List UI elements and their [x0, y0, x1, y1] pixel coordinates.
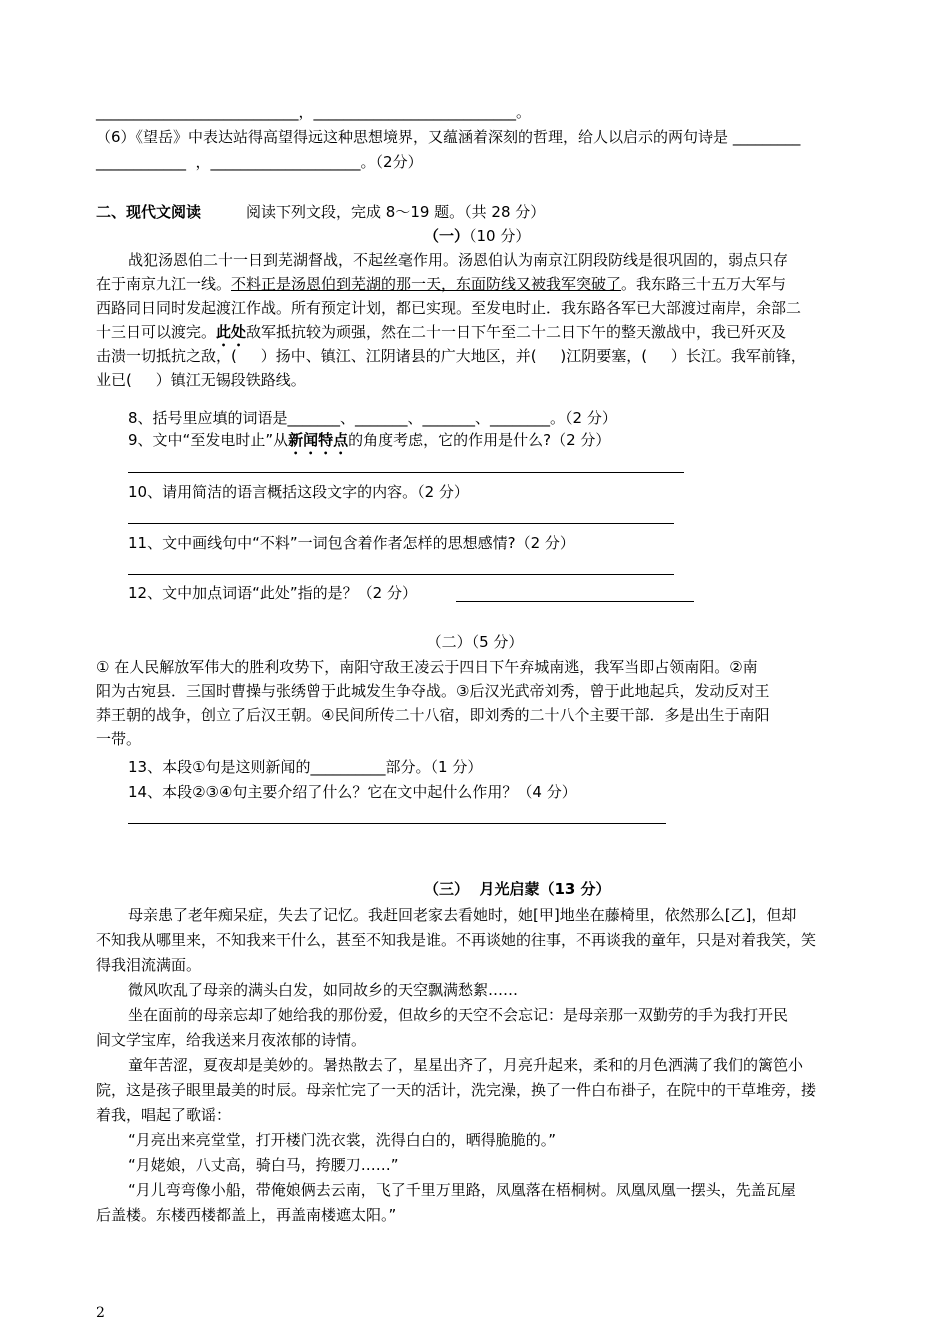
answer-line[interactable] [128, 823, 666, 824]
passage-2-line: 阳为古宛县．三国时曹操与张绣曾于此城发生争夺战。③后汉光武帝刘秀，曾于此地起兵，发动反对王 [96, 682, 770, 700]
passage-1-text: 。我东路三十五万大军与 [621, 275, 787, 293]
section-2-title: 二、现代文阅读 [96, 203, 202, 221]
passage-2-line: ① 在人民解放军伟大的胜利攻势下，南阳守敌王凌云于四日下午弃城南逃，我军当即占领南阳。②南 [96, 658, 758, 676]
passage-1-line [96, 274, 786, 294]
dotted-word: 新闻特点 [288, 431, 349, 449]
passage-1-line: 击溃一切抵抗之敌，( ）扬中、镇江、江阴诸县的广大地区，并( )江阴要塞，( ）长江。我军前锋， [96, 347, 806, 365]
passage-1-heading [424, 226, 530, 246]
passage-3-line: 得我泪流满面。 [96, 956, 202, 974]
passage-3-line: 坐在面前的母亲忘却了她给我的那份爱，但故乡的天空不会忘记：是母亲那一双勤劳的手为我打开民 [128, 1006, 789, 1024]
section-2-instructions: 阅读下列文段，完成 8～19 题。（共 28 分） [246, 203, 546, 221]
question-9-text: 9、文中“至发电时止”从 [128, 431, 289, 449]
question-6: （6）《望岳》中表达站得高望得远这种思想境界，又蕴涵着深刻的哲理，给人以启示的两句诗是 _________ [96, 128, 801, 146]
passage-3-line: 不知我从哪里来，不知我来干什么，甚至不知我是谁。不再谈她的往事，不再谈我的童年，只是对着我笑，笑 [96, 931, 817, 949]
passage-1-line: 西路同日同时发起渡江作战。所有预定计划，都已实现。至发电时止．我东路各军已大部渡过南岸，余部二 [96, 299, 802, 317]
question-13: 13、本段①句是这则新闻的__________部分。（1 分） [128, 758, 483, 776]
answer-line[interactable] [128, 574, 674, 575]
dotted-word: 此处 [216, 323, 247, 341]
question-6-blanks: ____________ ，____________________。（2分） [96, 153, 423, 171]
question-9-text: 的角度考虑，它的作用是什么?（2 分） [348, 431, 611, 449]
passage-1-line: 战犯汤恩伯二十一日到芜湖督战，不起丝毫作用。汤恩伯认为南京江阴段防线是很巩固的，弱点只存 [128, 251, 789, 269]
passage-2-heading: （二）（5 分） [426, 633, 524, 651]
question-8: 8、括号里应填的词语是_______、_______、_______、________。（2 分） [128, 409, 617, 427]
passage-3-line: “月姥娘，八丈高，骑白马，挎腰刀……” [128, 1156, 399, 1174]
question-9 [128, 430, 610, 458]
passage-1-text: 十三日可以渡完。 [96, 323, 217, 341]
page-number: 2 [96, 1305, 105, 1321]
passage-3-line: 微风吹乱了母亲的满头白发，如同故乡的天空飘满愁絮…… [128, 981, 519, 999]
passage-2-line: 莽王朝的战争，创立了后汉王朝。④民间所传二十八宿，即刘秀的二十八个主要干部．多是出生于南阳 [96, 706, 770, 724]
passage-3-line: 母亲患了老年痴呆症，失去了记忆。我赶回老家去看她时，她[甲]地坐在藤椅里，依然那么[乙]，但却 [128, 906, 797, 924]
passage-1-line: 业已( ）镇江无锡段铁路线。 [96, 371, 306, 389]
question-14: 14、本段②③④句主要介绍了什么？它在文中起什么作用？（4 分） [128, 783, 577, 801]
passage-3-line: 间文学宝库，给我送来月夜浓郁的诗情。 [96, 1031, 367, 1049]
passage-3-line: “月儿弯弯像小船，带俺娘俩去云南，飞了千里万里路，凤凰落在梧桐树。凤凰凤凰一摆头，先盖瓦屋 [128, 1181, 796, 1199]
passage-1-score: （10 分） [469, 227, 531, 245]
passage-2-line: 一带。 [96, 730, 142, 748]
passage-3-line: 着我，唱起了歌谣： [96, 1106, 232, 1124]
passage-1-text: 敌军抵抗较为顽强，然在二十一日下午至二十二日下午的整天激战中，我已歼灭及 [246, 323, 787, 341]
passage-1-text: 在于南京九江一线。 [96, 275, 232, 293]
question-12: 12、文中加点词语“此处”指的是？（2 分） [128, 584, 422, 602]
underlined-sentence: 不料正是汤恩伯到芜湖的那一天，东面防线又被我军突破了 [231, 275, 622, 293]
passage-3-line: “月亮出来亮堂堂，打开楼门洗衣裳，洗得白白的，晒得脆脆的。” [128, 1131, 557, 1149]
answer-line[interactable] [128, 523, 674, 524]
fill-blank-line: ___________________________，___________________________。 [96, 103, 532, 121]
question-11: 11、文中画线句中“不料”一词包含着作者怎样的思想感情?（2 分） [128, 534, 575, 552]
passage-3-line: 院，这是孩子眼里最美的时辰。母亲忙完了一天的活计，洗完澡，换了一件白布褂子，在院中的干草堆旁，搂 [96, 1081, 817, 1099]
passage-3-line: 后盖楼。东楼西楼都盖上，再盖南楼遮太阳。” [96, 1206, 397, 1224]
answer-line[interactable] [128, 472, 684, 473]
passage-1-number: （一） [424, 227, 470, 245]
answer-line[interactable] [456, 601, 694, 602]
question-10: 10、请用简洁的语言概括这段文字的内容。（2 分） [128, 483, 469, 501]
passage-3-line: 童年苦涩，夏夜却是美妙的。暑热散去了，星星出齐了，月亮升起来，柔和的月色洒满了我们的篱笆小 [128, 1056, 804, 1074]
passage-3-heading: （三） 月光启蒙（13 分） [424, 880, 611, 898]
